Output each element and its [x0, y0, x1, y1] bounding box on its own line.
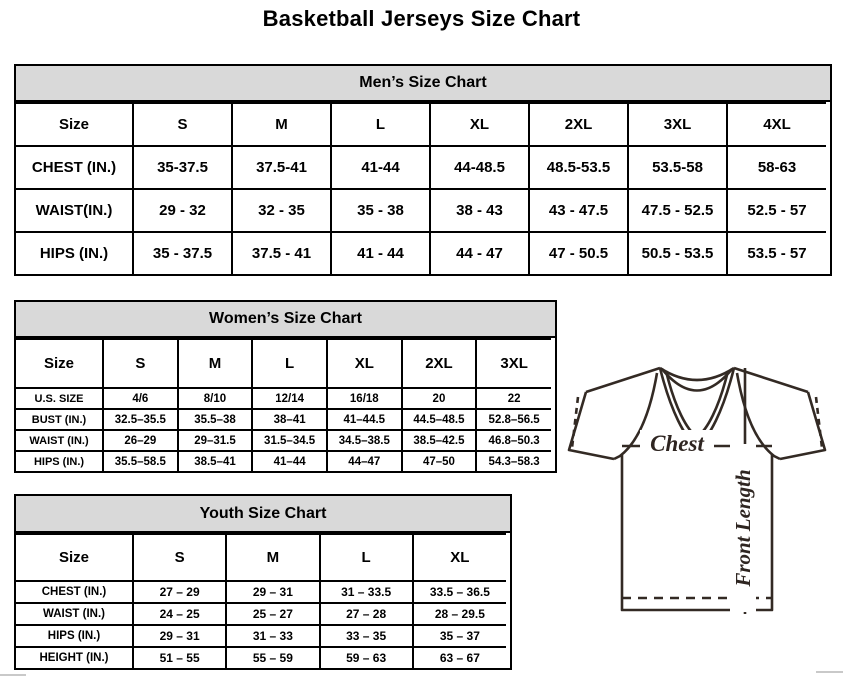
size-value-cell: 41–44.5: [327, 409, 402, 430]
size-value-cell: 41 - 44: [331, 232, 430, 274]
size-value-cell: 54.3–58.3: [476, 451, 551, 471]
size-value-cell: 59 – 63: [320, 647, 413, 668]
size-value-cell: 41-44: [331, 146, 430, 189]
size-value-cell: 29 - 32: [133, 189, 232, 232]
column-header: 2XL: [529, 103, 628, 146]
header-row: [16, 339, 551, 388]
size-value-cell: 28 – 29.5: [413, 603, 506, 625]
size-value-cell: 4/6: [103, 388, 178, 409]
row-label: WAIST (IN.): [16, 430, 103, 451]
size-value-cell: 38 - 43: [430, 189, 529, 232]
column-header: Size: [16, 103, 133, 146]
row-label: U.S. SIZE: [16, 388, 103, 409]
column-header: XL: [413, 534, 506, 581]
size-value-cell: 29 – 31: [226, 581, 319, 603]
column-header: XL: [430, 103, 529, 146]
column-header: XL: [327, 339, 402, 388]
size-value-cell: 38.5–41: [178, 451, 253, 471]
size-value-cell: 53.5-58: [628, 146, 727, 189]
size-value-cell: 52.8–56.5: [476, 409, 551, 430]
table-row: [16, 430, 551, 451]
table-row: [16, 451, 551, 471]
size-value-cell: 27 – 29: [133, 581, 226, 603]
size-value-cell: 43 - 47.5: [529, 189, 628, 232]
size-value-cell: 26–29: [103, 430, 178, 451]
size-value-cell: 53.5 - 57: [727, 232, 826, 274]
size-value-cell: 37.5 - 41: [232, 232, 331, 274]
size-value-cell: 12/14: [252, 388, 327, 409]
column-header: S: [133, 534, 226, 581]
size-value-cell: 31 – 33.5: [320, 581, 413, 603]
table-row: [16, 647, 506, 668]
size-value-cell: 46.8–50.3: [476, 430, 551, 451]
womens-size-table: [16, 338, 551, 471]
size-value-cell: 50.5 - 53.5: [628, 232, 727, 274]
size-value-cell: 47 - 50.5: [529, 232, 628, 274]
size-value-cell: 16/18: [327, 388, 402, 409]
row-label: HIPS (IN.): [16, 232, 133, 274]
table-row: [16, 603, 506, 625]
column-header: 3XL: [476, 339, 551, 388]
size-value-cell: 35.5–38: [178, 409, 253, 430]
size-value-cell: 33 – 35: [320, 625, 413, 647]
size-value-cell: 32.5–35.5: [103, 409, 178, 430]
size-value-cell: 44 - 47: [430, 232, 529, 274]
column-header: M: [178, 339, 253, 388]
header-row: [16, 103, 826, 146]
youth-size-table: [16, 533, 506, 668]
table-row: [16, 409, 551, 430]
size-value-cell: 33.5 – 36.5: [413, 581, 506, 603]
size-value-cell: 63 – 67: [413, 647, 506, 668]
table-row: [16, 625, 506, 647]
size-value-cell: 44-48.5: [430, 146, 529, 189]
jersey-outline-icon: [556, 358, 838, 630]
size-value-cell: 44.5–48.5: [402, 409, 477, 430]
row-label: HEIGHT (IN.): [16, 647, 133, 668]
page-title: Basketball Jerseys Size Chart: [262, 6, 581, 31]
mens-size-chart: [14, 64, 832, 276]
size-value-cell: 35 - 38: [331, 189, 430, 232]
column-header: L: [331, 103, 430, 146]
size-value-cell: 31 – 33: [226, 625, 319, 647]
youth-chart-title: Youth Size Chart: [16, 496, 510, 533]
size-value-cell: 51 – 55: [133, 647, 226, 668]
size-value-cell: 35 - 37.5: [133, 232, 232, 274]
size-value-cell: 47.5 - 52.5: [628, 189, 727, 232]
size-value-cell: 31.5–34.5: [252, 430, 327, 451]
size-value-cell: 47–50: [402, 451, 477, 471]
size-value-cell: 48.5-53.5: [529, 146, 628, 189]
chest-measure-label: Chest: [640, 430, 714, 458]
row-label: HIPS (IN.): [16, 625, 133, 647]
column-header: Size: [16, 534, 133, 581]
column-header: Size: [16, 339, 103, 388]
size-value-cell: 22: [476, 388, 551, 409]
column-header: M: [226, 534, 319, 581]
column-header: 4XL: [727, 103, 826, 146]
mens-chart-title: Men’s Size Chart: [16, 66, 830, 102]
row-label: CHEST (IN.): [16, 146, 133, 189]
size-value-cell: 27 – 28: [320, 603, 413, 625]
size-value-cell: 41–44: [252, 451, 327, 471]
row-label: CHEST (IN.): [16, 581, 133, 603]
size-value-cell: 58-63: [727, 146, 826, 189]
size-value-cell: 35 – 37: [413, 625, 506, 647]
scrollbar-fragment-right[interactable]: [816, 671, 843, 673]
size-value-cell: 20: [402, 388, 477, 409]
youth-size-chart: [14, 494, 512, 670]
size-value-cell: 29 – 31: [133, 625, 226, 647]
row-label: BUST (IN.): [16, 409, 103, 430]
front-length-measure-label: Front Length: [730, 444, 756, 612]
size-value-cell: 35.5–58.5: [103, 451, 178, 471]
size-value-cell: 44–47: [327, 451, 402, 471]
mens-size-table: [16, 102, 826, 274]
size-value-cell: 38–41: [252, 409, 327, 430]
column-header: 3XL: [628, 103, 727, 146]
size-value-cell: 25 – 27: [226, 603, 319, 625]
size-value-cell: 24 – 25: [133, 603, 226, 625]
size-value-cell: 34.5–38.5: [327, 430, 402, 451]
header-row: [16, 534, 506, 581]
size-value-cell: 37.5-41: [232, 146, 331, 189]
size-value-cell: 38.5–42.5: [402, 430, 477, 451]
table-row: [16, 388, 551, 409]
column-header: S: [103, 339, 178, 388]
jersey-diagram: [556, 358, 838, 630]
size-value-cell: 32 - 35: [232, 189, 331, 232]
scrollbar-fragment-left[interactable]: [0, 674, 26, 676]
column-header: L: [320, 534, 413, 581]
size-value-cell: 29–31.5: [178, 430, 253, 451]
column-header: L: [252, 339, 327, 388]
row-label: HIPS (IN.): [16, 451, 103, 471]
column-header: M: [232, 103, 331, 146]
table-row: [16, 146, 826, 189]
size-value-cell: 35-37.5: [133, 146, 232, 189]
size-value-cell: 52.5 - 57: [727, 189, 826, 232]
column-header: S: [133, 103, 232, 146]
womens-size-chart: [14, 300, 557, 473]
table-row: [16, 189, 826, 232]
table-row: [16, 581, 506, 603]
size-value-cell: 8/10: [178, 388, 253, 409]
row-label: WAIST(IN.): [16, 189, 133, 232]
column-header: 2XL: [402, 339, 477, 388]
womens-chart-title: Women’s Size Chart: [16, 302, 555, 338]
row-label: WAIST (IN.): [16, 603, 133, 625]
table-row: [16, 232, 826, 274]
size-value-cell: 55 – 59: [226, 647, 319, 668]
